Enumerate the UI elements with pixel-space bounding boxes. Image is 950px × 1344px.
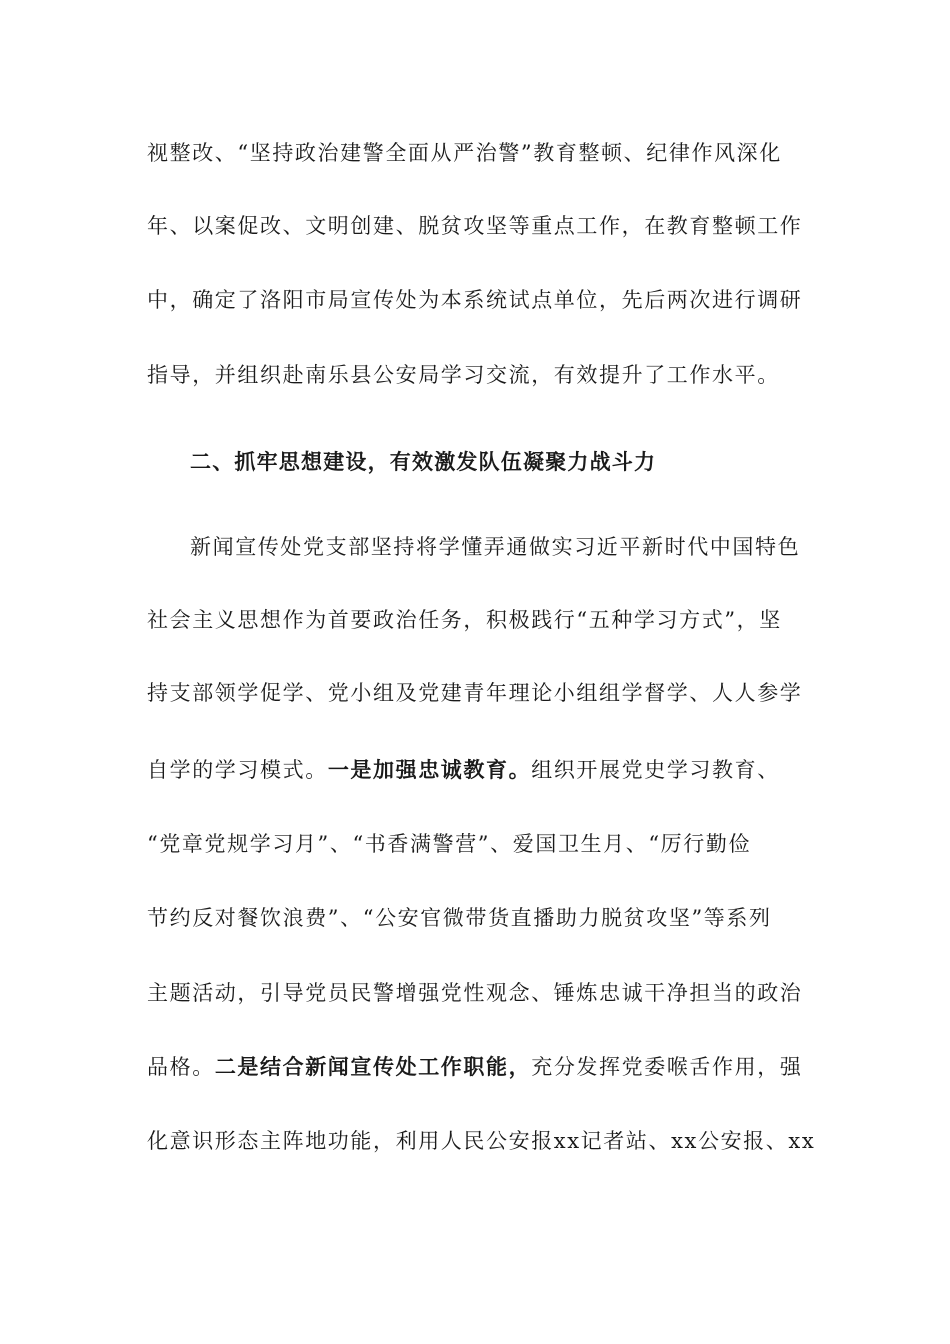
paragraph-text: 组织开展党史学习教育、 — [531, 758, 780, 782]
paragraph-text: 充分发挥党委喉舌作用，强 — [531, 1055, 803, 1079]
section-heading: 二、抓牢思想建设，有效激发队伍凝聚力战斗力 — [190, 449, 657, 474]
paragraph-line: 节约反对餐饮浪费”、“公安官微带货直播助力脱贫攻坚”等系列 — [147, 906, 772, 930]
paragraph-line: 视整改、“坚持政治建警全面从严治警”教育整顿、纪律作风深化 — [147, 141, 782, 165]
emphasis-text: 二是结合新闻宣传处工作职能， — [214, 1054, 532, 1079]
paragraph-line: 年、以案促改、文明创建、脱贫攻坚等重点工作，在教育整顿工作 — [147, 214, 803, 238]
paragraph-line: 指导，并组织赴南乐县公安局学习交流，有效提升了工作水平。 — [147, 363, 780, 387]
paragraph-line — [147, 755, 780, 785]
paragraph-line: 化意识形态主阵地功能，利用人民公安报xx记者站、xx公安报、xx — [147, 1129, 816, 1153]
paragraph-line: “党章党规学习月”、“书香满警营”、爱国卫生月、“厉行勤俭 — [147, 832, 752, 856]
paragraph-line: 新闻宣传处党支部坚持将学懂弄通做实习近平新时代中国特色 — [190, 535, 801, 559]
paragraph-line: 持支部领学促学、党小组及党建青年理论小组组学督学、人人参学 — [147, 681, 803, 705]
paragraph-line: 中，确定了洛阳市局宣传处为本系统试点单位，先后两次进行调研 — [147, 288, 803, 312]
paragraph-text: 自学的学习模式。 — [147, 758, 328, 782]
paragraph-line — [147, 1052, 802, 1082]
paragraph-line: 社会主义思想作为首要政治任务，积极践行“五种学习方式”，坚 — [147, 608, 782, 632]
emphasis-text: 一是加强忠诚教育。 — [327, 757, 532, 782]
paragraph-line: 主题活动，引导党员民警增强党性观念、锤炼忠诚干净担当的政治 — [147, 981, 803, 1005]
paragraph-text: 品格。 — [147, 1055, 215, 1079]
